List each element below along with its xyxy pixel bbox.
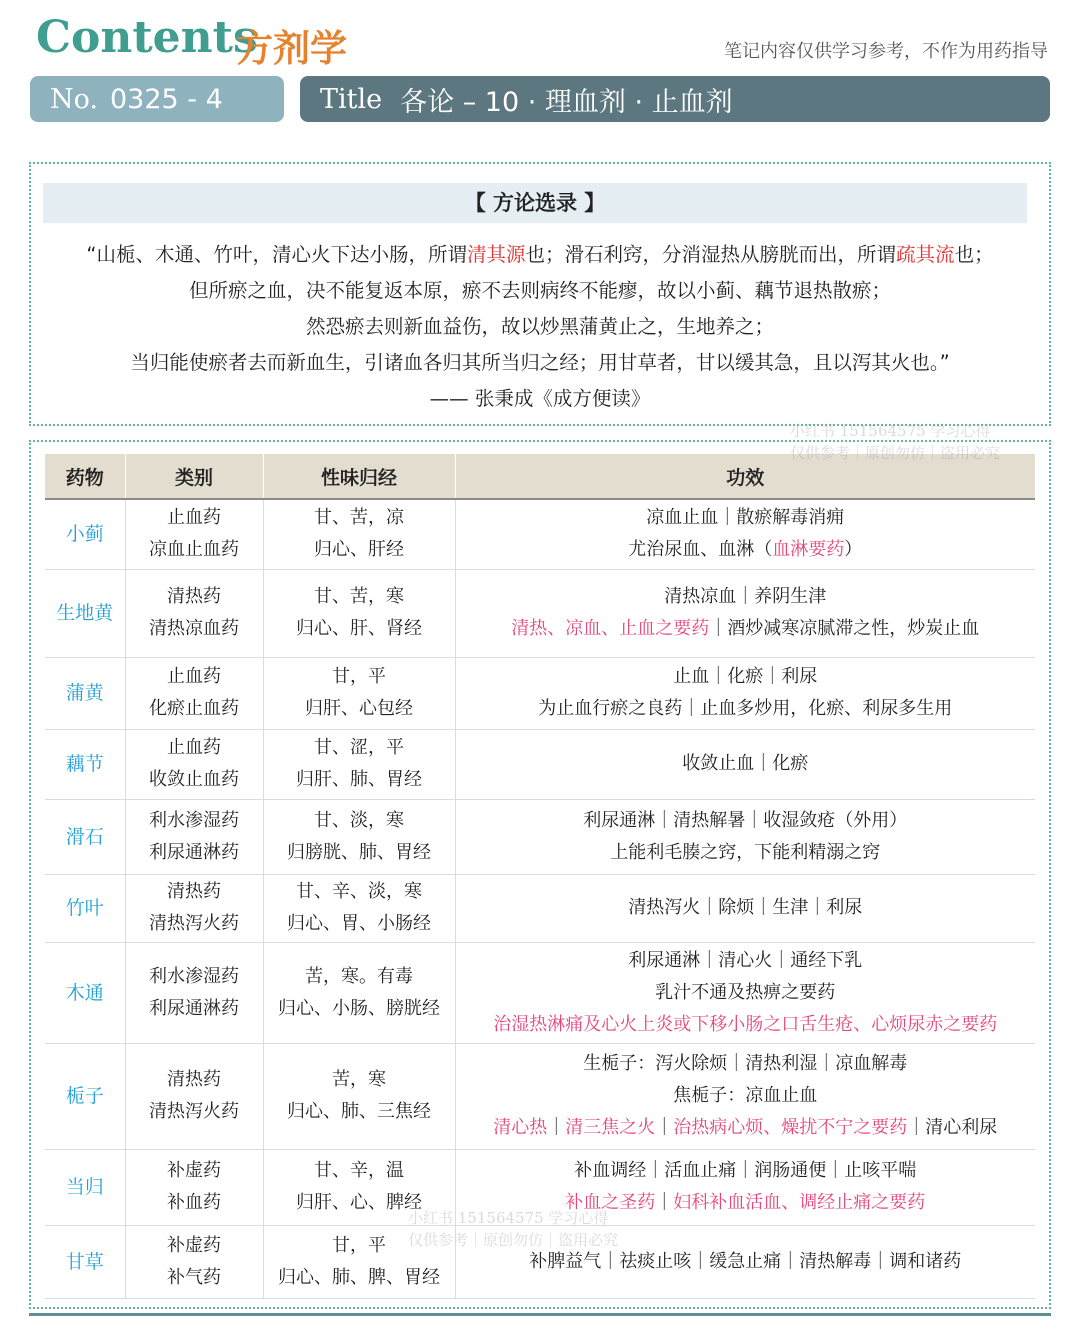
watermark-line: 小红书 151564575 学习心得 [408,1209,609,1227]
cell-line: 归膀胱、肺、胃经 [287,841,431,863]
cell-line: 补虚药 [167,1234,221,1256]
no-label: No. [50,83,98,115]
herb-name: 木通 [45,942,125,1043]
effect-text: 利尿通淋｜清热解暑｜收湿敛疮（外用） [583,809,908,831]
cell-line: 归心、肺、三焦经 [287,1101,431,1122]
subject-title: 方剂学 [236,27,347,70]
watermark [790,420,1000,464]
bottom-divider [29,1313,1051,1316]
watermark-line: 小红书 151564575 学习心得 [790,422,991,440]
cell-line: 清热泻火药 [149,913,239,934]
herb-name: 小蓟 [45,499,125,569]
quote-line: 当归能使瘀者去而新血生，引诸血各归其所当归之经；用甘草者，甘以缓其急，且以泻其火也。” [130,351,950,374]
effect-highlight: 治热病心烦、燥扰不宁之要药 [673,1117,908,1138]
herb-category [125,874,263,942]
cell-line: 清热凉血药 [149,618,239,639]
herb-name: 甘草 [45,1225,125,1298]
effect-line [456,1080,1036,1112]
herb-category [125,499,263,569]
header-category: 类别 [125,454,263,499]
disclaimer-note: 笔记内容仅供学习参考，不作为用药指导 [724,41,1048,62]
cell-line: 清热药 [167,881,221,902]
herb-effect [455,799,1035,874]
effect-text: 清热泻火｜除烦｜生津｜利尿 [628,897,863,918]
quote-text: 也；滑石利窍，分消湿热从膀胱而出，所谓 [525,243,897,266]
quote-source: —— 张秉成《成方便读》 [429,387,651,410]
quote-section [29,162,1051,426]
table-row [45,942,1035,1043]
herb-effect [455,729,1035,799]
contents-label: Contents [36,12,258,63]
cell-line: 归心、肺、脾、胃经 [278,1266,440,1288]
herb-taste-meridian [263,1043,455,1149]
table-row [45,499,1035,569]
herb-taste-meridian [263,569,455,657]
table-row [45,799,1035,874]
effect-line [456,1048,1036,1080]
effect-highlight: 血淋要药 [772,539,845,561]
herb-category [125,1043,263,1149]
cell-line: 清热泻火药 [149,1101,239,1122]
cell-line: 苦，寒。有毒 [305,965,413,987]
header-effect: 功效 [455,454,1035,499]
effect-text: 上能利毛腠之窍，下能利精溺之窍 [610,841,881,863]
cell-line: 归肝、心、脾经 [296,1192,422,1213]
herb-table-body [45,499,1035,1298]
effect-text: ｜ [655,1192,674,1213]
effect-line [456,581,1036,613]
herb-category [125,569,263,657]
quote-highlight: 清其源 [467,243,526,266]
watermark-line: 仅供参考｜原创勿仿｜盗用必究 [408,1231,619,1249]
cell-line: 止血药 [167,666,221,687]
effect-line [456,1155,1036,1187]
cell-line: 止血药 [167,737,221,758]
effect-text: ｜酒炒减寒凉腻滞之性，炒炭止血 [709,618,980,639]
herb-taste-meridian [263,874,455,942]
herb-category [125,657,263,729]
herb-category [125,1225,263,1298]
effect-line [456,661,1036,693]
watermark-line: 仅供参考｜原创勿仿｜盗用必究 [790,444,1001,462]
effect-text: ｜ [655,1117,674,1138]
quote-heading: 【 方论选录 】 [43,183,1027,223]
cell-line: 归肝、心包经 [305,698,413,719]
effect-line [456,748,1036,780]
cell-line: 甘，平 [332,1234,386,1256]
herb-taste-meridian [263,942,455,1043]
title-label: Title [320,83,383,115]
effect-text: ） [844,539,863,561]
no-value: 0325 - 4 [110,83,223,115]
note-number-bar [30,76,284,122]
effect-text: ｜清心利尿 [907,1117,998,1138]
title-value: 各论 – 10 · 理血剂 · 止血剂 [400,86,733,118]
effect-line [456,1009,1036,1041]
herb-name: 藕节 [45,729,125,799]
herb-category [125,729,263,799]
herb-name: 竹叶 [45,874,125,942]
effect-text: 焦栀子：凉血止血 [673,1085,818,1106]
effect-highlight: 清三焦之火 [565,1117,656,1138]
cell-line: 清热药 [167,1069,221,1090]
table-row [45,1043,1035,1149]
effect-line [456,837,1036,869]
cell-line: 甘、辛、淡，寒 [296,881,422,902]
herb-name: 栀子 [45,1043,125,1149]
herb-taste-meridian [263,799,455,874]
effect-text: 凉血止血｜散瘀解毒消痈 [646,507,845,529]
table-row [45,729,1035,799]
cell-line: 甘、苦，凉 [314,507,404,529]
effect-line [456,892,1036,924]
cell-line: 归心、小肠、膀胱经 [278,997,440,1019]
herb-effect [455,657,1035,729]
effect-text: ｜ [547,1117,566,1138]
herb-category [125,799,263,874]
herb-name: 蒲黄 [45,657,125,729]
note-title-bar [300,76,1050,122]
watermark [408,1207,618,1251]
cell-line: 甘，平 [332,666,386,687]
quote-line: 但所瘀之血，决不能复返本原，瘀不去则病终不能瘳，故以小蓟、藕节退热散瘀； [188,279,891,302]
effect-line [456,805,1036,837]
herb-effect [455,874,1035,942]
quote-highlight: 疏其流 [896,243,955,266]
effect-text: 为止血行瘀之良药｜止血多炒用，化瘀、利尿多生用 [538,698,953,719]
herb-table [45,454,1035,1299]
effect-highlight: 清心热 [493,1117,548,1138]
herb-table-section [29,440,1051,1309]
cell-line: 苦，寒 [332,1069,386,1090]
effect-line [456,945,1036,977]
cell-line: 归心、肝、肾经 [296,618,422,639]
table-row [45,569,1035,657]
cell-line: 甘、涩，平 [314,737,404,758]
effect-text: 补脾益气｜祛痰止咳｜缓急止痛｜清热解毒｜调和诸药 [529,1250,962,1272]
cell-line: 甘、辛，温 [314,1160,404,1181]
cell-line: 收敛止血药 [149,769,239,790]
cell-line: 凉血止血药 [149,539,239,561]
cell-line: 利水渗湿药 [149,809,239,831]
quote-text: 也； [954,243,994,266]
effect-line [456,502,1036,534]
table-row [45,657,1035,729]
herb-effect [455,499,1035,569]
effect-line [456,1112,1036,1144]
cell-line: 止血药 [167,507,221,529]
effect-line [456,977,1036,1009]
cell-line: 归心、胃、小肠经 [287,913,431,934]
herb-category [125,942,263,1043]
herb-category [125,1149,263,1225]
quote-body [31,237,1049,417]
cell-line: 归肝、肺、胃经 [296,769,422,790]
effect-highlight: 补血之圣药 [565,1192,656,1213]
herb-effect [455,1043,1035,1149]
quote-line [31,237,1049,273]
herb-effect [455,942,1035,1043]
herb-taste-meridian [263,499,455,569]
herb-name: 当归 [45,1149,125,1225]
effect-text: 尤治尿血、血淋（ [628,539,773,561]
effect-text: 清热凉血｜养阴生津 [664,586,827,607]
herb-taste-meridian [263,729,455,799]
effect-text: 生栀子：泻火除烦｜清热利湿｜凉血解毒 [583,1053,908,1074]
quote-line: 然恐瘀去则新血益伤，故以炒黑蒲黄止之，生地养之； [305,315,774,338]
cell-line: 补血药 [167,1192,221,1213]
cell-line: 化瘀止血药 [149,698,239,719]
herb-name: 滑石 [45,799,125,874]
cell-line: 利尿通淋药 [149,997,239,1019]
cell-line: 利水渗湿药 [149,965,239,987]
effect-line [456,693,1036,725]
cell-line: 补气药 [167,1266,221,1288]
header-herb: 药物 [45,454,125,499]
table-row [45,874,1035,942]
herb-effect [455,569,1035,657]
effect-line [456,613,1036,645]
cell-line: 甘、淡，寒 [314,809,404,831]
herb-name: 生地黄 [45,569,125,657]
effect-highlight: 清热、凉血、止血之要药 [511,618,710,639]
effect-line [456,534,1036,566]
cell-line: 利尿通淋药 [149,841,239,863]
herb-taste-meridian [263,657,455,729]
quote-text: “山栀、木通、竹叶，清心火下达小肠，所谓 [86,243,468,266]
cell-line: 甘、苦，寒 [314,586,404,607]
cell-line: 补虚药 [167,1160,221,1181]
effect-text: 止血｜化瘀｜利尿 [673,666,818,687]
effect-text: 补血调经｜活血止痛｜润肠通便｜止咳平喘 [574,1160,917,1181]
effect-text: 利尿通淋｜清心火｜通经下乳 [628,949,863,971]
cell-line: 归心、肝经 [314,539,404,561]
effect-highlight: 妇科补血活血、调经止痛之要药 [673,1192,926,1213]
effect-text: 乳汁不通及热痹之要药 [655,981,836,1003]
effect-highlight: 治湿热淋痛及心火上炎或下移小肠之口舌生疮、心烦尿赤之要药 [493,1013,998,1035]
effect-text: 收敛止血｜化瘀 [682,753,809,774]
cell-line: 清热药 [167,586,221,607]
header-taste-meridian: 性味归经 [263,454,455,499]
